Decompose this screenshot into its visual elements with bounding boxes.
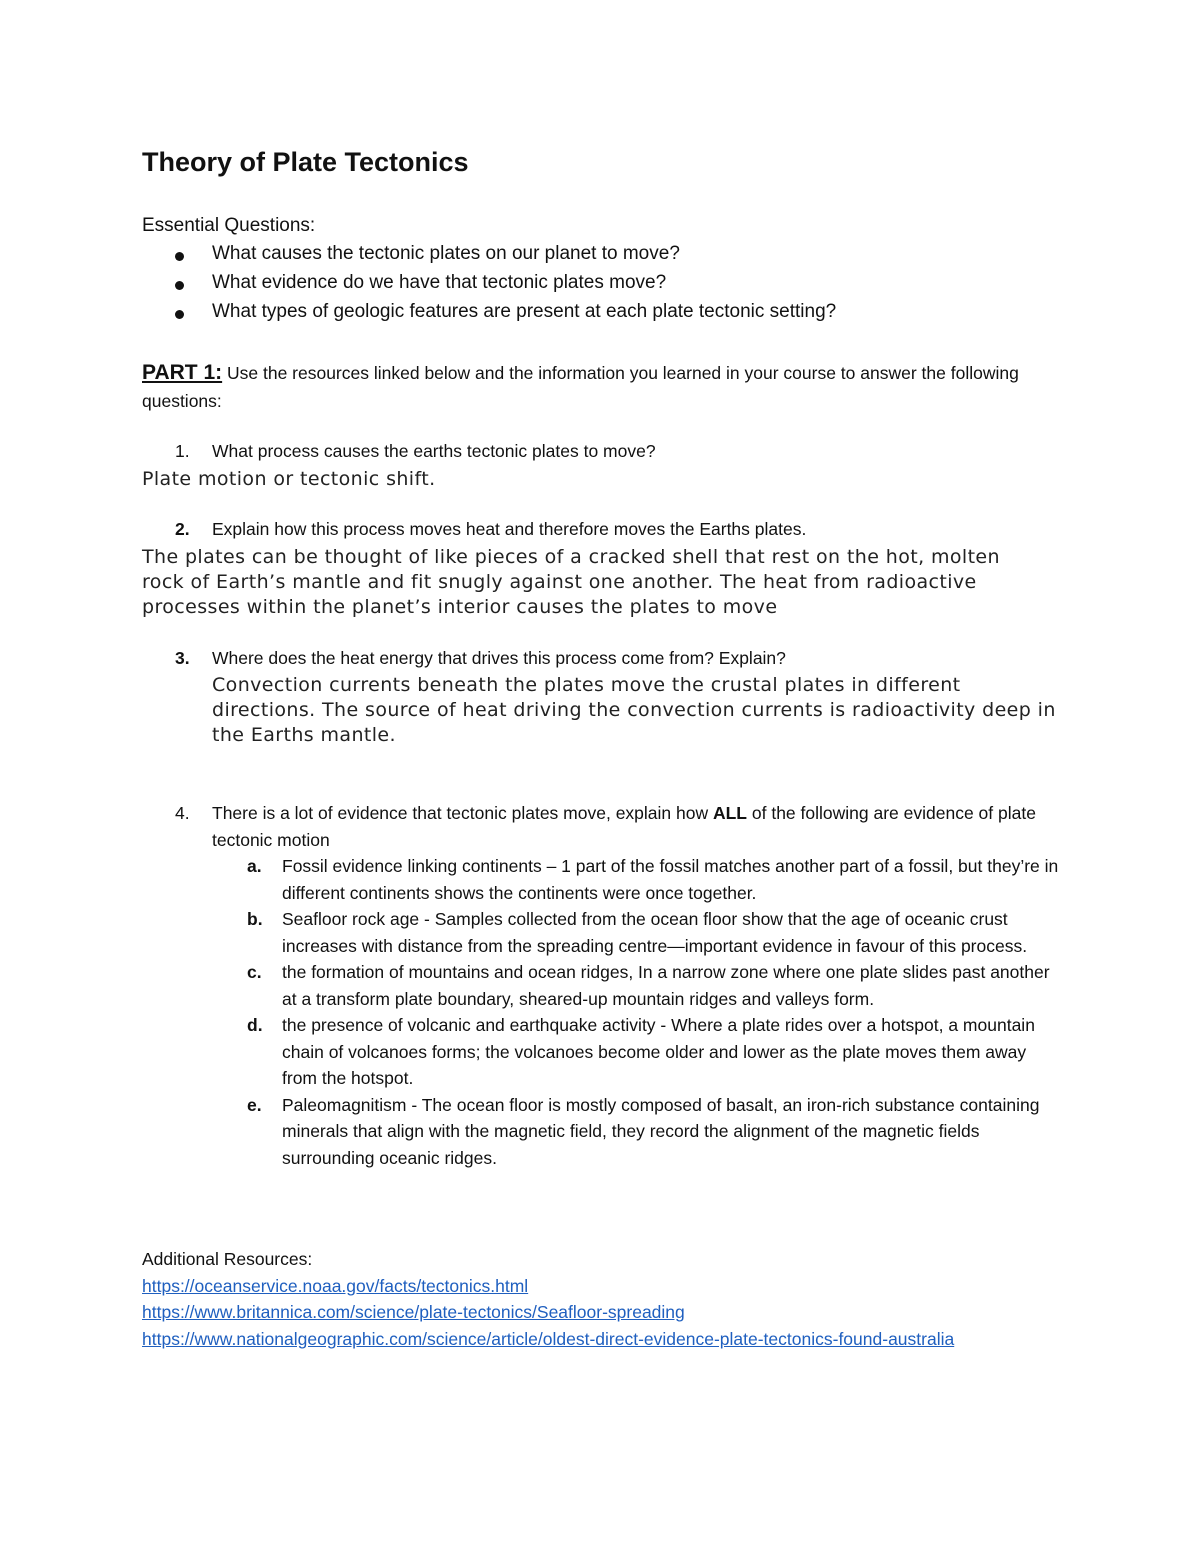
item-letter: b. xyxy=(247,909,263,929)
bullet-icon xyxy=(175,281,184,290)
page-title: Theory of Plate Tectonics xyxy=(142,147,469,177)
evidence-item-e xyxy=(142,1092,1062,1172)
resource-link-natgeo[interactable]: https://www.nationalgeographic.com/science/article/oldest-direct-evidence-plate-tectonics-found-australia xyxy=(142,1328,955,1349)
answer-1: Plate motion or tectonic shift. xyxy=(142,468,436,490)
answer-3: Convection currents beneath the plates move the crustal plates in different directions. The source of heat driving the convection currents is radioactivity deep in the Earths mantle. xyxy=(212,674,1056,746)
essential-questions-label: Essential Questions: xyxy=(142,215,316,236)
question-text: Where does the heat energy that drives this process come from? Explain? xyxy=(212,648,786,668)
evidence-item-b xyxy=(142,906,1062,959)
answer-2: The plates can be thought of like pieces of a cracked shell that rest on the hot, molten rock of Earth’s mantle and fit snugly against one another. The heat from radioactive processes within the planet’s interior causes the plates to move xyxy=(142,546,1000,618)
item-text: Paleomagnitism - The ocean floor is mostly composed of basalt, an iron-rich substance containing minerals that align with the magnetic field, they record the alignment of the magnetic fields surrounding oceanic ridges. xyxy=(282,1094,1040,1168)
essential-question-item xyxy=(142,301,836,330)
resource-link-noaa[interactable]: https://oceanservice.noaa.gov/facts/tectonics.html xyxy=(142,1275,529,1296)
item-text: Seafloor rock age - Samples collected from the ocean floor show that the age of oceanic crust increases with distance from the spreading centre—important evidence in favour of this process. xyxy=(282,909,1028,956)
part1-instructions xyxy=(142,359,1062,415)
essential-question-item xyxy=(142,243,836,272)
item-text: the presence of volcanic and earthquake activity - Where a plate rides over a hotspot, a mountain chain of volcanoes forms; the volcanoes become older and lower as the plate moves them away from the hotspot. xyxy=(282,1015,1035,1088)
part1-text: Use the resources linked below and the information you learned in your course to answer the following questions: xyxy=(142,363,1019,411)
evidence-item-d xyxy=(142,1012,1062,1092)
question-4-prompt xyxy=(142,800,1062,853)
item-letter: e. xyxy=(247,1094,262,1115)
question-number: 3. xyxy=(175,648,190,668)
question-4-text-bold: ALL xyxy=(712,803,748,823)
resource-link-britannica[interactable]: https://www.britannica.com/science/plate-tectonics/Seafloor-spreading xyxy=(142,1302,685,1322)
essential-question-text: What types of geologic features are present at each plate tectonic setting? xyxy=(212,301,837,322)
part1-label: PART 1: xyxy=(142,361,223,384)
item-letter: d. xyxy=(247,1015,263,1035)
question-number: 4. xyxy=(175,803,190,823)
question-1 xyxy=(142,441,656,462)
additional-resources xyxy=(142,1246,1042,1352)
question-4 xyxy=(142,800,1062,1171)
question-2 xyxy=(142,519,806,540)
essential-question-text: What causes the tectonic plates on our planet to move? xyxy=(212,243,680,264)
essential-questions-list xyxy=(142,243,836,330)
item-letter: a. xyxy=(247,856,262,876)
question-text: What process causes the earths tectonic plates to move? xyxy=(212,441,656,461)
item-letter: c. xyxy=(247,962,262,982)
question-4-text-after: of the following are evidence of plate tectonic motion xyxy=(212,803,1036,850)
resources-label: Additional Resources: xyxy=(142,1249,313,1269)
bullet-icon xyxy=(175,252,184,261)
item-text: the formation of mountains and ocean ridges, In a narrow zone where one plate slides past another at a transform plate boundary, sheared-up mountain ridges and valleys form. xyxy=(282,962,1050,1009)
question-number: 1. xyxy=(175,441,190,461)
question-number: 2. xyxy=(175,519,190,539)
bullet-icon xyxy=(175,310,184,319)
question-3 xyxy=(142,648,786,669)
evidence-item-a xyxy=(142,853,1062,906)
essential-question-item xyxy=(142,272,836,301)
question-text: Explain how this process moves heat and therefore moves the Earths plates. xyxy=(212,519,807,539)
essential-question-text: What evidence do we have that tectonic plates move? xyxy=(212,272,667,293)
question-4-text-before: There is a lot of evidence that tectonic plates move, explain how xyxy=(212,803,713,823)
evidence-item-c xyxy=(142,959,1062,1012)
item-text: Fossil evidence linking continents – 1 part of the fossil matches another part of a fossil, but they’re in different continents shows the continents were once together. xyxy=(282,856,1059,903)
